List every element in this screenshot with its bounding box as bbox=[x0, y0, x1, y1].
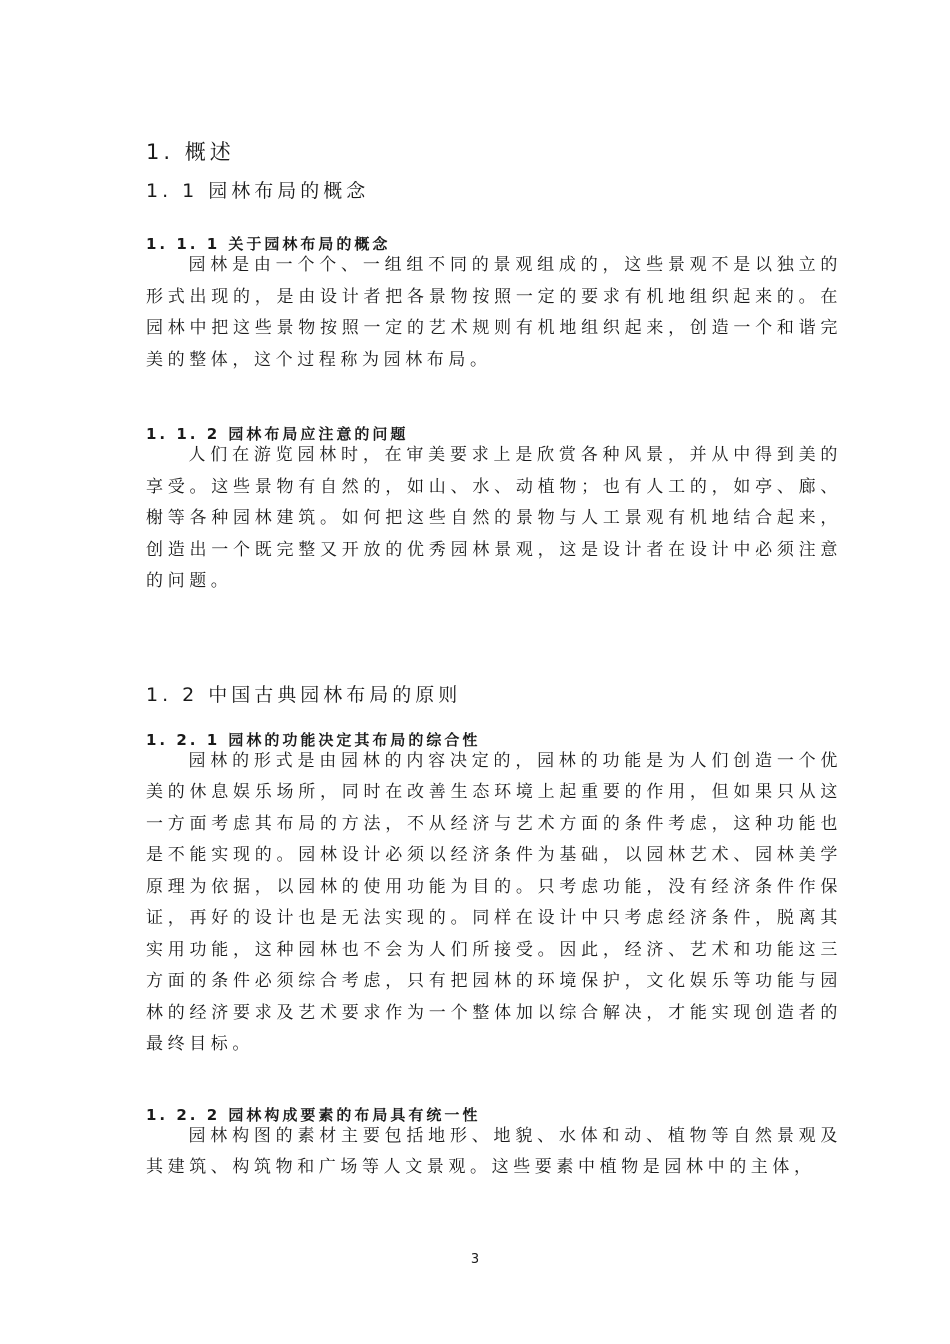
heading-classical-principles: 1. 2 中国古典园林布局的原则 bbox=[146, 683, 462, 706]
subheading-function-comprehensive: 1. 2. 1 园林的功能决定其布局的综合性 bbox=[146, 730, 481, 749]
paragraph-element-unity: 园林构图的素材主要包括地形、地貌、水体和动、植物等自然景观及其建筑、构筑物和广场等人文景观。这些要素中植物是园林中的主体， bbox=[146, 1125, 842, 1177]
subheading-about-layout-concept: 1. 1. 1 关于园林布局的概念 bbox=[146, 235, 391, 253]
page-content bbox=[146, 136, 842, 1184]
subheading-element-unity: 1. 2. 2 园林构成要素的布局具有统一性 bbox=[146, 1105, 481, 1124]
paragraph-about-layout-concept: 园林是由一个个、一组组不同的景观组成的，这些景观不是以独立的形式出现的，是由设计者把各景物按照一定的要求有机地组织起来的。在园林中把这些景物按照一定的艺术规则有机地组织起来，创造一个和谐完美的整体，这个过程称为园林布局。 bbox=[146, 255, 842, 370]
page-number: 3 bbox=[470, 1252, 480, 1267]
paragraph-function-comprehensive: 园林的形式是由园林的内容决定的，园林的功能是为人们创造一个优美的休息娱乐场所，同时在改善生态环境上起重要的作用，但如果只从这一方面考虑其布局的方法，不从经济与艺术方面的条件考虑，这种功能也是不能实现的。园林设计必须以经济条件为基础，以园林艺术、园林美学原理为依据，以园林的使用功能为目的。只考虑功能，没有经济条件作保证，再好的设计也是无法实现的。同样在设计中只考虑经济条件，脱离其实用功能，这种园林也不会为人们所接受。因此，经济、艺术和功能这三方面的条件必须综合考虑，只有把园林的环境保护，文化娱乐等功能与园林的经济要求及艺术要求作为一个整体加以综合解决，才能实现创造者的最终目标。 bbox=[146, 750, 842, 1054]
paragraph-layout-issues: 人们在游览园林时，在审美要求上是欣赏各种风景，并从中得到美的享受。这些景物有自然的，如山、水、动植物；也有人工的，如亭、廊、榭等各种园林建筑。如何把这些自然的景物与人工景观有机地结合起来，创造出一个既完整又开放的优秀园林景观，这是设计者在设计中必须注意的问题。 bbox=[146, 445, 842, 591]
heading-layout-concept: 1. 1 园林布局的概念 bbox=[146, 180, 370, 202]
subheading-layout-issues: 1. 1. 2 园林布局应注意的问题 bbox=[146, 425, 409, 443]
heading-overview: 1. 概述 bbox=[146, 140, 235, 164]
